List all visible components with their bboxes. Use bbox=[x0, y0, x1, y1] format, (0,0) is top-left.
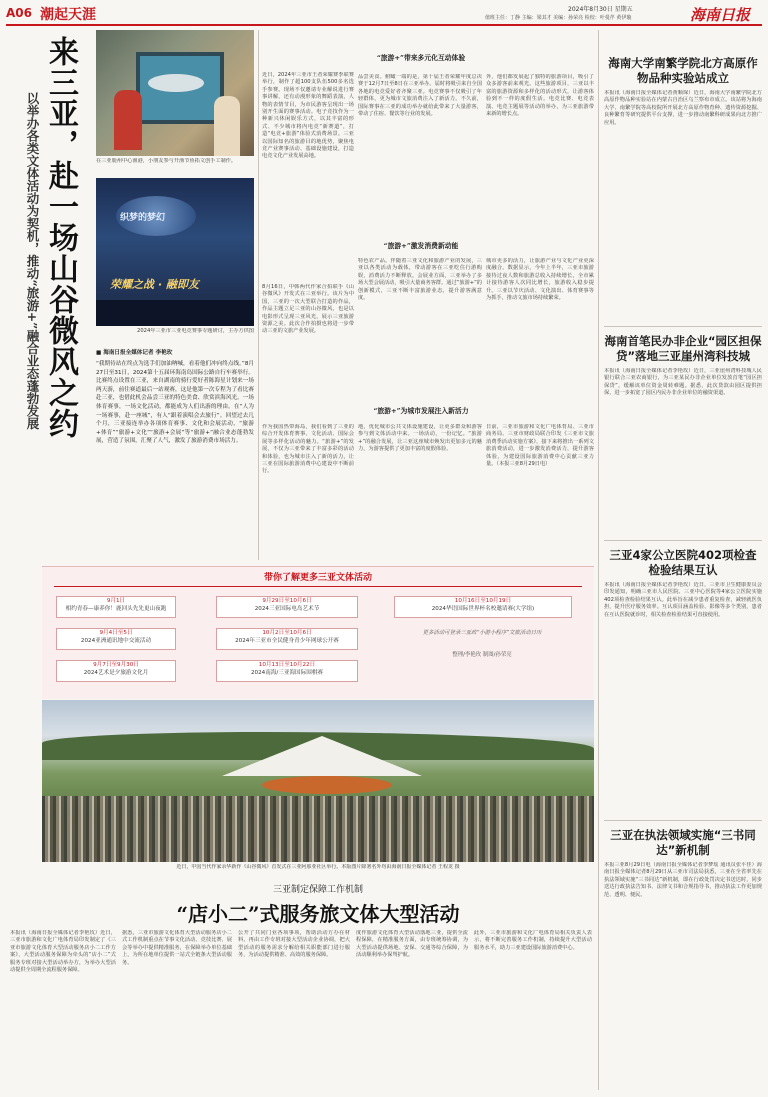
bottom-kicker: 三亚制定保障工作机制 bbox=[272, 885, 363, 895]
photo2-overlay-top: 织梦的梦幻 bbox=[120, 213, 166, 223]
article-col-e: 特色农产品。伴随着三亚文化和旅游产业的发展，三亚以各类活动为载体，带动游客在三亚吃住行游购娱，消费活力不断释放。会展业方面，三亚举办了多场大型会展活动，吸引大量商务客群。通过“旅游+”的创新模式，三亚不断丰富旅游业态，提升游客满意度。 bbox=[358, 258, 482, 302]
right-news-body: 本报三亚8月29日电（海南日报全媒体记者李梦瑶 通讯员张平佳）海南日报全媒体记者8月29日从三亚市司法局获悉，三亚在全省率先在执法领域实施“三书同达”新机制，即在行政处罚决定书送达时，同步送达行政执法告知书、法律文书和合规指导书，推动执法工作更加规范、透明、便民。 bbox=[604, 862, 762, 898]
right-news-body: 本报讯（海南日报全媒体记者黄顺琛）近日，海南大学南繁学院北方高原作物品种实验站在内蒙古自治区乌兰察布市成立。该站将为海南大学、南繁学院等高校院所开展北方高原作物育种、遗传资源挖掘、良种繁育等研究提供平台支撑，进一步推动南繁科研成果向北方推广应用。 bbox=[604, 90, 762, 126]
newspaper-logo: 海南日报 bbox=[690, 6, 751, 24]
bottom-col-4: 度作旅游文化体育大型活动落地三亚，提供全流程保障，在精准服务方面，由专班统筹协调，为大型活动提供场地、安保、交通等综合保障，为活动顺利举办保驾护航。 bbox=[356, 930, 468, 959]
photo1-caption: 在三亚鹿州中心渔港，小朋友参与开渔节鱼拓文创手工制作。 bbox=[96, 158, 237, 164]
timeline-item: 9月1日 相约青春—康养你！鹿回头先先更山夜跑 bbox=[56, 596, 176, 618]
article-col-i: 日前，三亚市旅游和文化广电体育局、三亚市商务局、三亚市财政局联合印发《三亚市文旅消费季活动实施方案》，接下来将推出一系列文旅消费活动，进一步激发消费活力，提升游客体验，为建设国际旅游消费中心贡献三亚力量。（本报三亚8月29日电） bbox=[486, 424, 594, 468]
editor-credits: 值班主任：丁静 主编：梁其才 美编：孙荣亮 检校：叶曼芹 黄伊璇 bbox=[485, 15, 632, 21]
article-col-c: 品尝美食。俯瞰一端的是，第十届王者荣耀年度总决赛于12月7日至8日在三亚举办。届时将吸引来自全国各地的电竞爱好者齐聚三亚。电竞赛事不仅吸引了年轻群体，更为城市文旅消费注入了新活力。不久前，国际赛事在三亚的成功举办就给此带来了大量游客，带动了住宿、餐饮等行业的发展。 bbox=[358, 74, 482, 118]
timeline-item: 9月4日至5日 2024亚洲通讯地中交流活动 bbox=[56, 628, 176, 650]
timeline-item: 10月13日至10月22日 2024南海/三亚海国际围棋赛 bbox=[216, 660, 358, 682]
article-col-g: 作为我国热带海岛，我们看到了三亚的综合开发体育赛事、文化活动、国际会展等多样化活动的魅力。“旅游+”的发展，不仅为三亚带来了丰富多彩的活动和体验，也为城市注入了新的活力，让三亚在国际旅游消费中心建设中不断前行。 bbox=[262, 424, 354, 475]
right-news-title: 海南首笔民办非企业“园区担保贷”落地三亚崖州湾科技城 bbox=[604, 334, 762, 363]
article-col-d: 外，他们都发展起了独特的旅游项目，吸引了众多游客前来观光。这些旅游项目，三亚以丰富的旅游资源和多样化的活动形式，让游客体验到不一样的度假生活。电竞比赛、电竞表演、电竞主题展等活动的举办，为三亚旅游带来新的增长点。 bbox=[486, 74, 594, 118]
header-rule bbox=[6, 24, 762, 26]
lead-headline: 来三亚，赴一场山谷微风之约 bbox=[43, 36, 78, 439]
bottom-col-5: 此外，三亚市旅游和文化广电体育局相关负责人表示，将不断完善服务工作机制，持续提升大型活动服务水平，助力三亚建设国际旅游消费中心。 bbox=[474, 930, 592, 951]
book-launch-photo bbox=[42, 700, 594, 862]
lead-byline: ■ 海南日报全媒体记者 李艳玫 bbox=[96, 350, 173, 356]
timeline-item: 10月2日至10月6日 2024年三亚市全民健身青少年网球公开赛 bbox=[216, 628, 358, 650]
timeline-item: 10月16日至10月19日 2024华语国际世界杯名校邀请赛(大学组) bbox=[394, 596, 572, 618]
bottom-col-2: 据悉，三亚市旅游文化体育大型活动服务店小二式工作机制重点在节事文化活动、竞技比赛、展会等举办中提供精准服务，在保障举办单位基础上，为所在地单位提供一站式全链条大型活动服务。 bbox=[122, 930, 232, 966]
timeline-note: 更多活动可登录三亚政“小游小程序”文旅活动日历 bbox=[422, 630, 542, 636]
esports-photo bbox=[96, 178, 254, 326]
right-news-title: 海南大学南繁学院北方高原作物品种实验站成立 bbox=[608, 56, 758, 85]
bottom-col-3: 公开了共同门业各项事项，帮助活动方办在材料，再由工作专班对接大型活动企业协调，把大型活动的服务需求分解给相关职能部门进行服务，为活动提供精准、高效的服务保障。 bbox=[238, 930, 350, 959]
timeline-title: 带你了解更多三亚文体活动 bbox=[263, 573, 372, 583]
lead-intro: “我期待站在终点为选手们加油呐喊，看着他们冲向终点线。”8月27日至31日，2024第十五届环海南岛国际公路自行车赛举行。比赛终点设置在三亚，来自湖南的骑行爱好者陈海星计划来一场两天游，前往赛道最后一站观赛，这是他第一次专程为了看比赛赴三亚，也借此机会品尝三亚的特色美食、欣赏滨海风光。一场体育赛事，一场文化活动，都能成为人们出游的理由。在“人为一场赛事，赴一座城”，有人“跟着演唱会去旅行”。回望过去几个月，三亚接连举办各项体育赛事、文化和会展活动，“旅游+体育”“旅游+文化”“旅游+会展”等“旅游+”融合业态蓬勃发展，营造了氛围，汇聚了人气，激发了旅游消费市场活力。 bbox=[96, 361, 254, 445]
timeline-item: 9月29日至10月6日 2024三亚国际电岛艺术节 bbox=[216, 596, 358, 618]
article-col-a: 近日，2024年三亚市王者荣耀赛季联赛举行，制作了超100支队伍500多名选手参赛。现场不仅邀请专业解说进行赛事讲解，还有动漫形象的舞蹈表演，人物的表情节目，为市民游客呈现出一场别开生面的赛事活动。电子竞技作为一种新兴休闲娱乐方式，以其丰富的形式、不少城市将内电竞“新赛道”，打造“电竞+旅游”体验式消费场景。三亚以国际知名的旅游目的地优势，聚焦电竞产业赛事活动、基础设施建设，打造电竞文化产业发展高地。 bbox=[262, 72, 354, 160]
bottom-headline: “店小二”式服务旅文体大型活动 bbox=[176, 902, 460, 926]
bottom-photo-caption: 近日，中国当代作家余华新作《山谷微风》首发式在三亚阿那亚社区举行。本版图片除署名外均由海南日报全媒体记者 王程龙 摄 bbox=[176, 864, 460, 870]
right-news-title: 三亚在执法领域实施“三书同达”新机制 bbox=[610, 828, 756, 857]
photo2-overlay-bottom: 荣耀之战 · 融即友 bbox=[110, 278, 199, 291]
bottom-col-1: 本报讯（海南日报全媒体记者李艳玫）近日，三亚市旅游和文化广电体育局印发制定了《三亚市旅游文化体育大型活动服务店小二工作方案》，大型活动服务保障为牵头的“店小二”式服务专班对接大型活动举办方，为举办大型活动提供全周期全流程服务保障。 bbox=[10, 930, 116, 974]
right-news-title: 三亚4家公立医院402项检查检验结果互认 bbox=[609, 548, 757, 577]
right-news-body: 本报讯（海南日报全媒体记者李艳玫）近日，三亚崖州湾科技城人民银行联合三亚农商银行，为三亚某民办非企业单位发放首笔“园区担保贷”，缓解该单位资金周转难题。据悉，此次贷款由园区提供担保，进一步拓宽了园区内民办非企业单位的融资渠道。 bbox=[604, 368, 762, 397]
article-col-h: 地，优化城市公共文体设施建设，让更多群众和游客参与到文体活动中来。一场活动，一份记忆。“旅游+”的融合发展，让三亚这座城市焕发出更加多元的魅力，为游客提供了更加丰富的度假体验。 bbox=[358, 424, 482, 453]
col-g-heading: “旅游+”为城市发展注入新活力 bbox=[373, 407, 469, 415]
issue-date: 2024年8月30日 星期五 bbox=[568, 6, 633, 13]
lead-subhead: 以举办各类文体活动为契机，推动“旅游+”融合业态蓬勃发展 bbox=[25, 92, 40, 430]
page-number: A06 bbox=[6, 6, 32, 20]
article-col-b: 8月16日，中韩两代作家合拍联手《山谷微风》开发式在三亚举行。该片为中国，三亚的一次大型联合打造的作品，作品主题立足三亚的山谷微风，也是以电影形式呈现三亚风光，展示三亚旅游资源之美。此次合作拍摄也将进一步带动三亚的文旅产业发展。 bbox=[262, 284, 354, 335]
photo2-caption: 2024年三亚市三亚电竞赛事专题研讨，主办方供图 bbox=[137, 328, 254, 334]
article-col-f: 城市更多的活力，让旅游产业与文化产业更深度融合。数据显示，今年上半年，三亚市旅游接待过夜人数和旅游总收入持续增长，全市累计接待游客人次同比增长，旅游收入稳步提升。三亚以节庆活动、文化演出、体育赛事等为抓手，推动文旅市场持续繁荣。 bbox=[486, 258, 594, 302]
right-news-body: 本报讯（海南日报全媒体记者李艳玫）近日，三亚市卫生健康委员会印发通知，明确三亚市人民医院、三亚中心医院等4家公立医院实施402项检查检验结果互认。此举旨在减少患者重复检查，减轻就医负担，提升医疗服务效率。互认项目涵盖检验、影像等多个类别，患者在互认医院就诊时，相关检查检验结果可直接使用。 bbox=[604, 582, 762, 618]
timeline-credit: 整理/李艳玫 制图/孙荣亮 bbox=[452, 652, 512, 658]
timeline-item: 9月7日至9月30日 2024艺术是夕旅游文化月 bbox=[56, 660, 176, 682]
section-title: 潮起天涯 bbox=[40, 7, 96, 23]
col-e-heading: “旅游+”激发消费新动能 bbox=[383, 242, 459, 250]
fish-rubbing-photo bbox=[96, 30, 254, 156]
col-c-heading: “旅游+”带来多元化互动体验 bbox=[376, 54, 466, 62]
